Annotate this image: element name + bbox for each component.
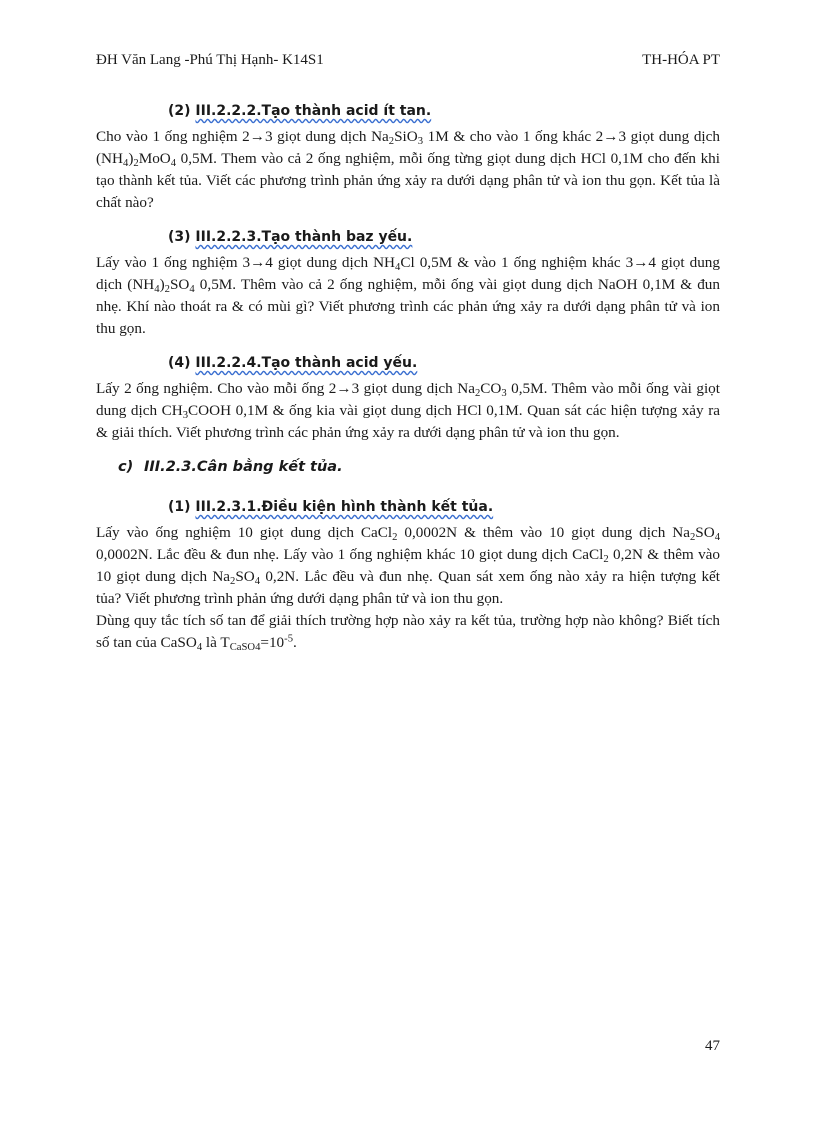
heading-number: (2): [168, 103, 196, 119]
section-c-number: c): [118, 459, 134, 475]
page-header: [96, 52, 720, 74]
page-content: [96, 100, 720, 666]
paragraph: Cho vào 1 ống nghiệm 2→3 giọt dung dịch $Na_2SiO_3$ 1M & cho vào 1 ống khác 2→3 giọt dung dịch $(NH_4)_2MoO_4$ 0,5M. Them vào cả 2 ống nghiệm, mỗi ống từng giọt dung dịch HCl 0,1M cho đến khi tạo thành kết tủa. Viết các phương trình phản ứng xảy ra dưới dạng phân tử và ion thu gọn. Kết tủa là chất nào?: [96, 128, 720, 211]
heading-number: (4): [168, 355, 196, 371]
heading-number: (3): [168, 229, 196, 245]
section-c-title: III.2.3.Cân bằng kết tủa.: [144, 459, 343, 475]
section-dieu-kien-ket-tua: [96, 496, 720, 654]
section-heading: [168, 496, 720, 518]
header-left: ĐH Văn Lang -Phú Thị Hạnh- K14S1: [96, 52, 324, 68]
section-acid-yeu: [96, 352, 720, 444]
section-heading: [168, 352, 720, 374]
heading-title: III.2.2.2.Tạo thành acid ít tan.: [195, 103, 432, 119]
section-heading: [168, 100, 720, 122]
heading-title: III.2.2.3.Tạo thành baz yếu.: [195, 229, 413, 245]
paragraph: Lấy vào 1 ống nghiệm 3→4 giọt dung dịch $NH_4Cl$ 0,5M & vào 1 ống nghiệm khác 3→4 giọt dung dịch $(NH_4)_2SO_4$ 0,5M. Thêm vào cả 2 ống nghiệm, mỗi ống vài giọt dung dịch NaOH 0,1M & đun nhẹ. Khí nào thoát ra & có mùi gì? Viết phương trình các phản ứng xảy ra dưới dạng phân tử và ion thu gọn.: [96, 254, 720, 337]
heading-title: III.2.3.1.Điều kiện hình thành kết tủa.: [195, 499, 494, 515]
section-acid-it-tan: [96, 100, 720, 214]
paragraph: Lấy vào ống nghiệm 10 giọt dung dịch CaCl$_2$ 0,0002N & thêm vào 10 giọt dung dịch $Na_2SO_4$ 0,0002N. Lắc đều & đun nhẹ. Lấy vào 1 ống nghiệm khác 10 giọt dung dịch CaCl$_2$ 0,2N & thêm vào 10 giọt dung dịch $Na_2SO_4$ 0,2N. Lắc đều và đun nhẹ. Quan sát xem ống nào xảy ra hiện tượng kết tủa? Viết phương trình phản ứng dưới dạng phân tử và ion thu gọn.: [96, 524, 721, 607]
heading-title: III.2.2.4.Tạo thành acid yếu.: [195, 355, 418, 371]
heading-number: (1): [168, 499, 196, 515]
section-heading: [168, 226, 720, 248]
header-right: TH-HÓA PT: [642, 52, 720, 68]
page-number: 47: [705, 1038, 720, 1054]
paragraph: Lấy 2 ống nghiệm. Cho vào mỗi ống 2→3 giọt dung dịch $Na_2CO_3$ 0,5M. Thêm vào mỗi ống vài giọt dung dịch $CH_3COOH$ 0,1M & ống kia vài giọt dung dịch HCl 0,1M. Quan sát các hiện tượng xảy ra & giải thích. Viết phương trình các phản ứng xảy ra dưới dạng phân tử và ion thu gọn.: [96, 380, 720, 441]
section-c-heading: [118, 456, 720, 478]
paragraph: Dùng quy tắc tích số tan để giải thích trường hợp nào xảy ra kết tủa, trường hợp nào không? Biết tích số tan của CaSO$_4$ là $T_{CaSO4}=10^{-5}$.: [96, 612, 720, 654]
section-baz-yeu: [96, 226, 720, 340]
